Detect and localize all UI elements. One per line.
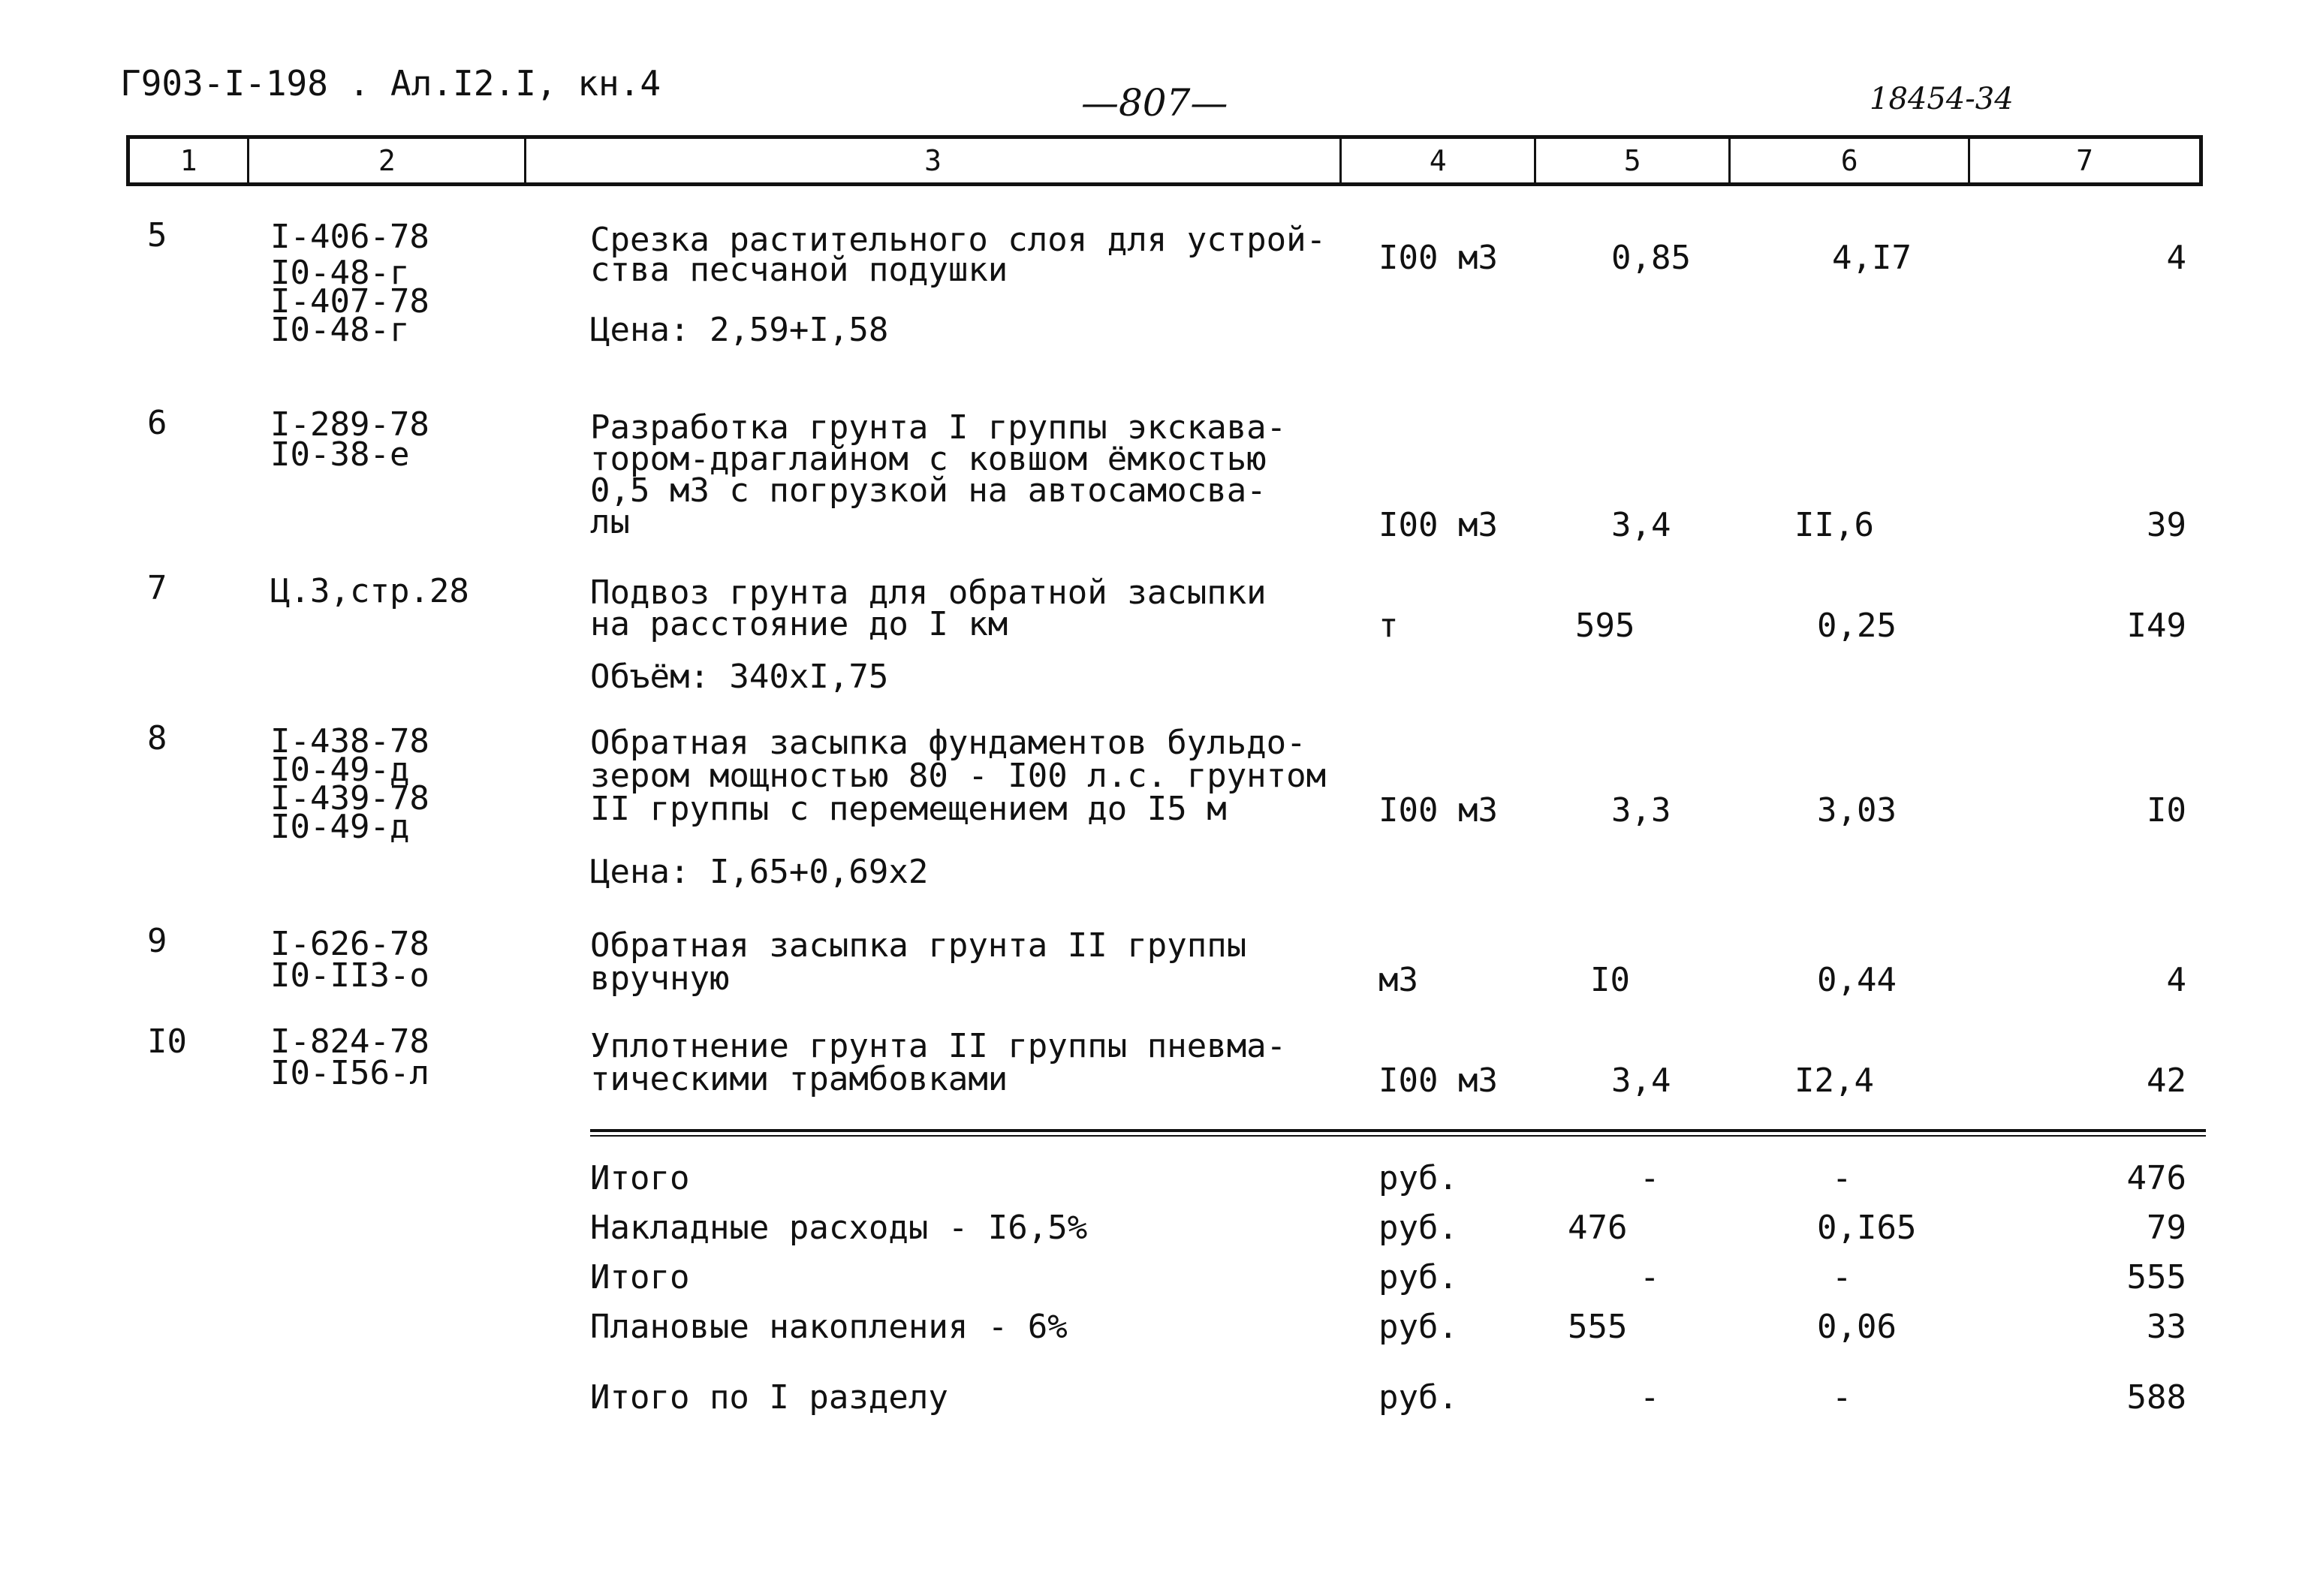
column-header-row	[126, 135, 2203, 186]
totals-label: Итого	[590, 1258, 690, 1296]
total-cost: 4	[2166, 239, 2186, 277]
norm-codes: I-289-78 I0-38-е	[270, 405, 429, 474]
totals-separator	[590, 1129, 2206, 1132]
inventory-number: 18454-34	[1870, 82, 2014, 116]
work-description: Разработка грунта I группы экскава- тором-драглайном с ковшом ёмкостью 0,5 м3 с погрузкой на автосамосва- лы	[590, 408, 1287, 541]
totals-quantity: 555	[1568, 1308, 1628, 1346]
work-description: Обратная засыпка фундаментов бульдо- зером мощностью 80 - I00 л.с. грунтом II группы с перемещением до I5 м Цена: I,65+0,69x2	[590, 724, 1327, 891]
totals-quantity: 476	[1568, 1209, 1628, 1247]
totals-label: Плановые накопления - 6%	[590, 1308, 1068, 1346]
work-description: Обратная засыпка грунта II группы вручную	[590, 926, 1247, 998]
total-cost: 39	[2147, 506, 2186, 544]
norm-codes: I-626-78 I0-II3-о	[270, 925, 429, 995]
total-cost: 4	[2166, 961, 2186, 999]
quantity: 3,4	[1611, 1061, 1671, 1100]
column-header-2: 2	[249, 139, 526, 182]
volume-note: Объём: 340xI,75	[590, 658, 889, 696]
unit-price: 3,03	[1817, 791, 1897, 830]
totals-quantity: -	[1640, 1159, 1660, 1197]
page-number: —807—	[1081, 81, 1228, 125]
totals-label: Итого	[590, 1159, 690, 1197]
unit: I00 м3	[1378, 791, 1498, 830]
column-header-7: 7	[2076, 144, 2093, 177]
unit: I00 м3	[1378, 239, 1498, 277]
unit-price: 0,44	[1817, 961, 1897, 999]
totals-separator-secondary	[590, 1135, 2206, 1137]
totals-rate: -	[1832, 1258, 1852, 1296]
totals-unit: руб.	[1378, 1308, 1458, 1346]
quantity: 3,4	[1611, 506, 1671, 544]
totals-rate: 0,I65	[1817, 1209, 1917, 1247]
work-description: Уплотнение грунта II группы пневма- тическими трамбовками	[590, 1027, 1287, 1098]
totals-label: Накладные расходы - I6,5%	[590, 1209, 1088, 1247]
totals-quantity: -	[1640, 1258, 1660, 1296]
unit: I00 м3	[1378, 1061, 1498, 1100]
unit: I00 м3	[1378, 506, 1498, 544]
totals-amount: 555	[2126, 1258, 2186, 1296]
column-header-1: 1	[130, 139, 249, 182]
totals-unit: руб.	[1378, 1258, 1458, 1296]
totals-unit: руб.	[1378, 1209, 1458, 1247]
totals-unit: руб.	[1378, 1159, 1458, 1197]
totals-amount: 476	[2126, 1159, 2186, 1197]
unit-price: II,6	[1794, 506, 1874, 544]
row-number: 7	[147, 569, 167, 607]
unit: м3	[1378, 961, 1418, 999]
total-cost: I49	[2126, 607, 2186, 645]
quantity: 0,85	[1611, 239, 1691, 277]
quantity: 595	[1575, 607, 1635, 645]
totals-unit: руб.	[1378, 1378, 1458, 1417]
norm-codes: I-406-78 I0-48-г I-407-78 I0-48-г	[270, 218, 429, 349]
price-note: Цена: I,65+0,69x2	[590, 853, 929, 891]
total-cost: 42	[2147, 1061, 2186, 1100]
totals-amount: 33	[2147, 1308, 2186, 1346]
totals-rate: 0,06	[1817, 1308, 1897, 1346]
totals-quantity: -	[1640, 1378, 1660, 1417]
totals-label: Итого по I разделу	[590, 1378, 948, 1417]
column-header-3: 3	[526, 139, 1342, 182]
unit-price: 4,I7	[1832, 239, 1912, 277]
totals-amount: 588	[2126, 1378, 2186, 1417]
totals-rate: -	[1832, 1159, 1852, 1197]
norm-codes: Ц.3,стр.28	[270, 572, 469, 610]
row-number: 6	[147, 404, 167, 442]
unit-price: 0,25	[1817, 607, 1897, 645]
quantity: 3,3	[1611, 791, 1671, 830]
unit-price: I2,4	[1794, 1061, 1874, 1100]
column-header-4: 4	[1342, 139, 1536, 182]
row-number: 5	[147, 216, 167, 254]
work-description: Срезка растительного слоя для устрой- ства песчаной подушки Цена: 2,59+I,58	[590, 221, 1327, 349]
quantity: I0	[1590, 961, 1630, 999]
norm-codes: I-438-78 I0-49-д I-439-78 I0-49-д	[270, 722, 429, 846]
column-header-5: 5	[1536, 139, 1731, 182]
work-description: Подвоз грунта для обратной засыпки на расстояние до I км Объём: 340xI,75	[590, 574, 1267, 696]
totals-amount: 79	[2147, 1209, 2186, 1247]
totals-rate: -	[1832, 1378, 1852, 1417]
document-code: Г903-I-198 . Ал.I2.I, кн.4	[120, 63, 661, 104]
price-note: Цена: 2,59+I,58	[590, 311, 889, 349]
total-cost: I0	[2147, 791, 2186, 830]
column-header-6: 6	[1731, 139, 1970, 182]
unit: т	[1378, 607, 1399, 645]
row-number: 9	[147, 922, 167, 960]
row-number: I0	[147, 1022, 187, 1061]
row-number: 8	[147, 719, 167, 757]
norm-codes: I-824-78 I0-I56-л	[270, 1022, 429, 1092]
